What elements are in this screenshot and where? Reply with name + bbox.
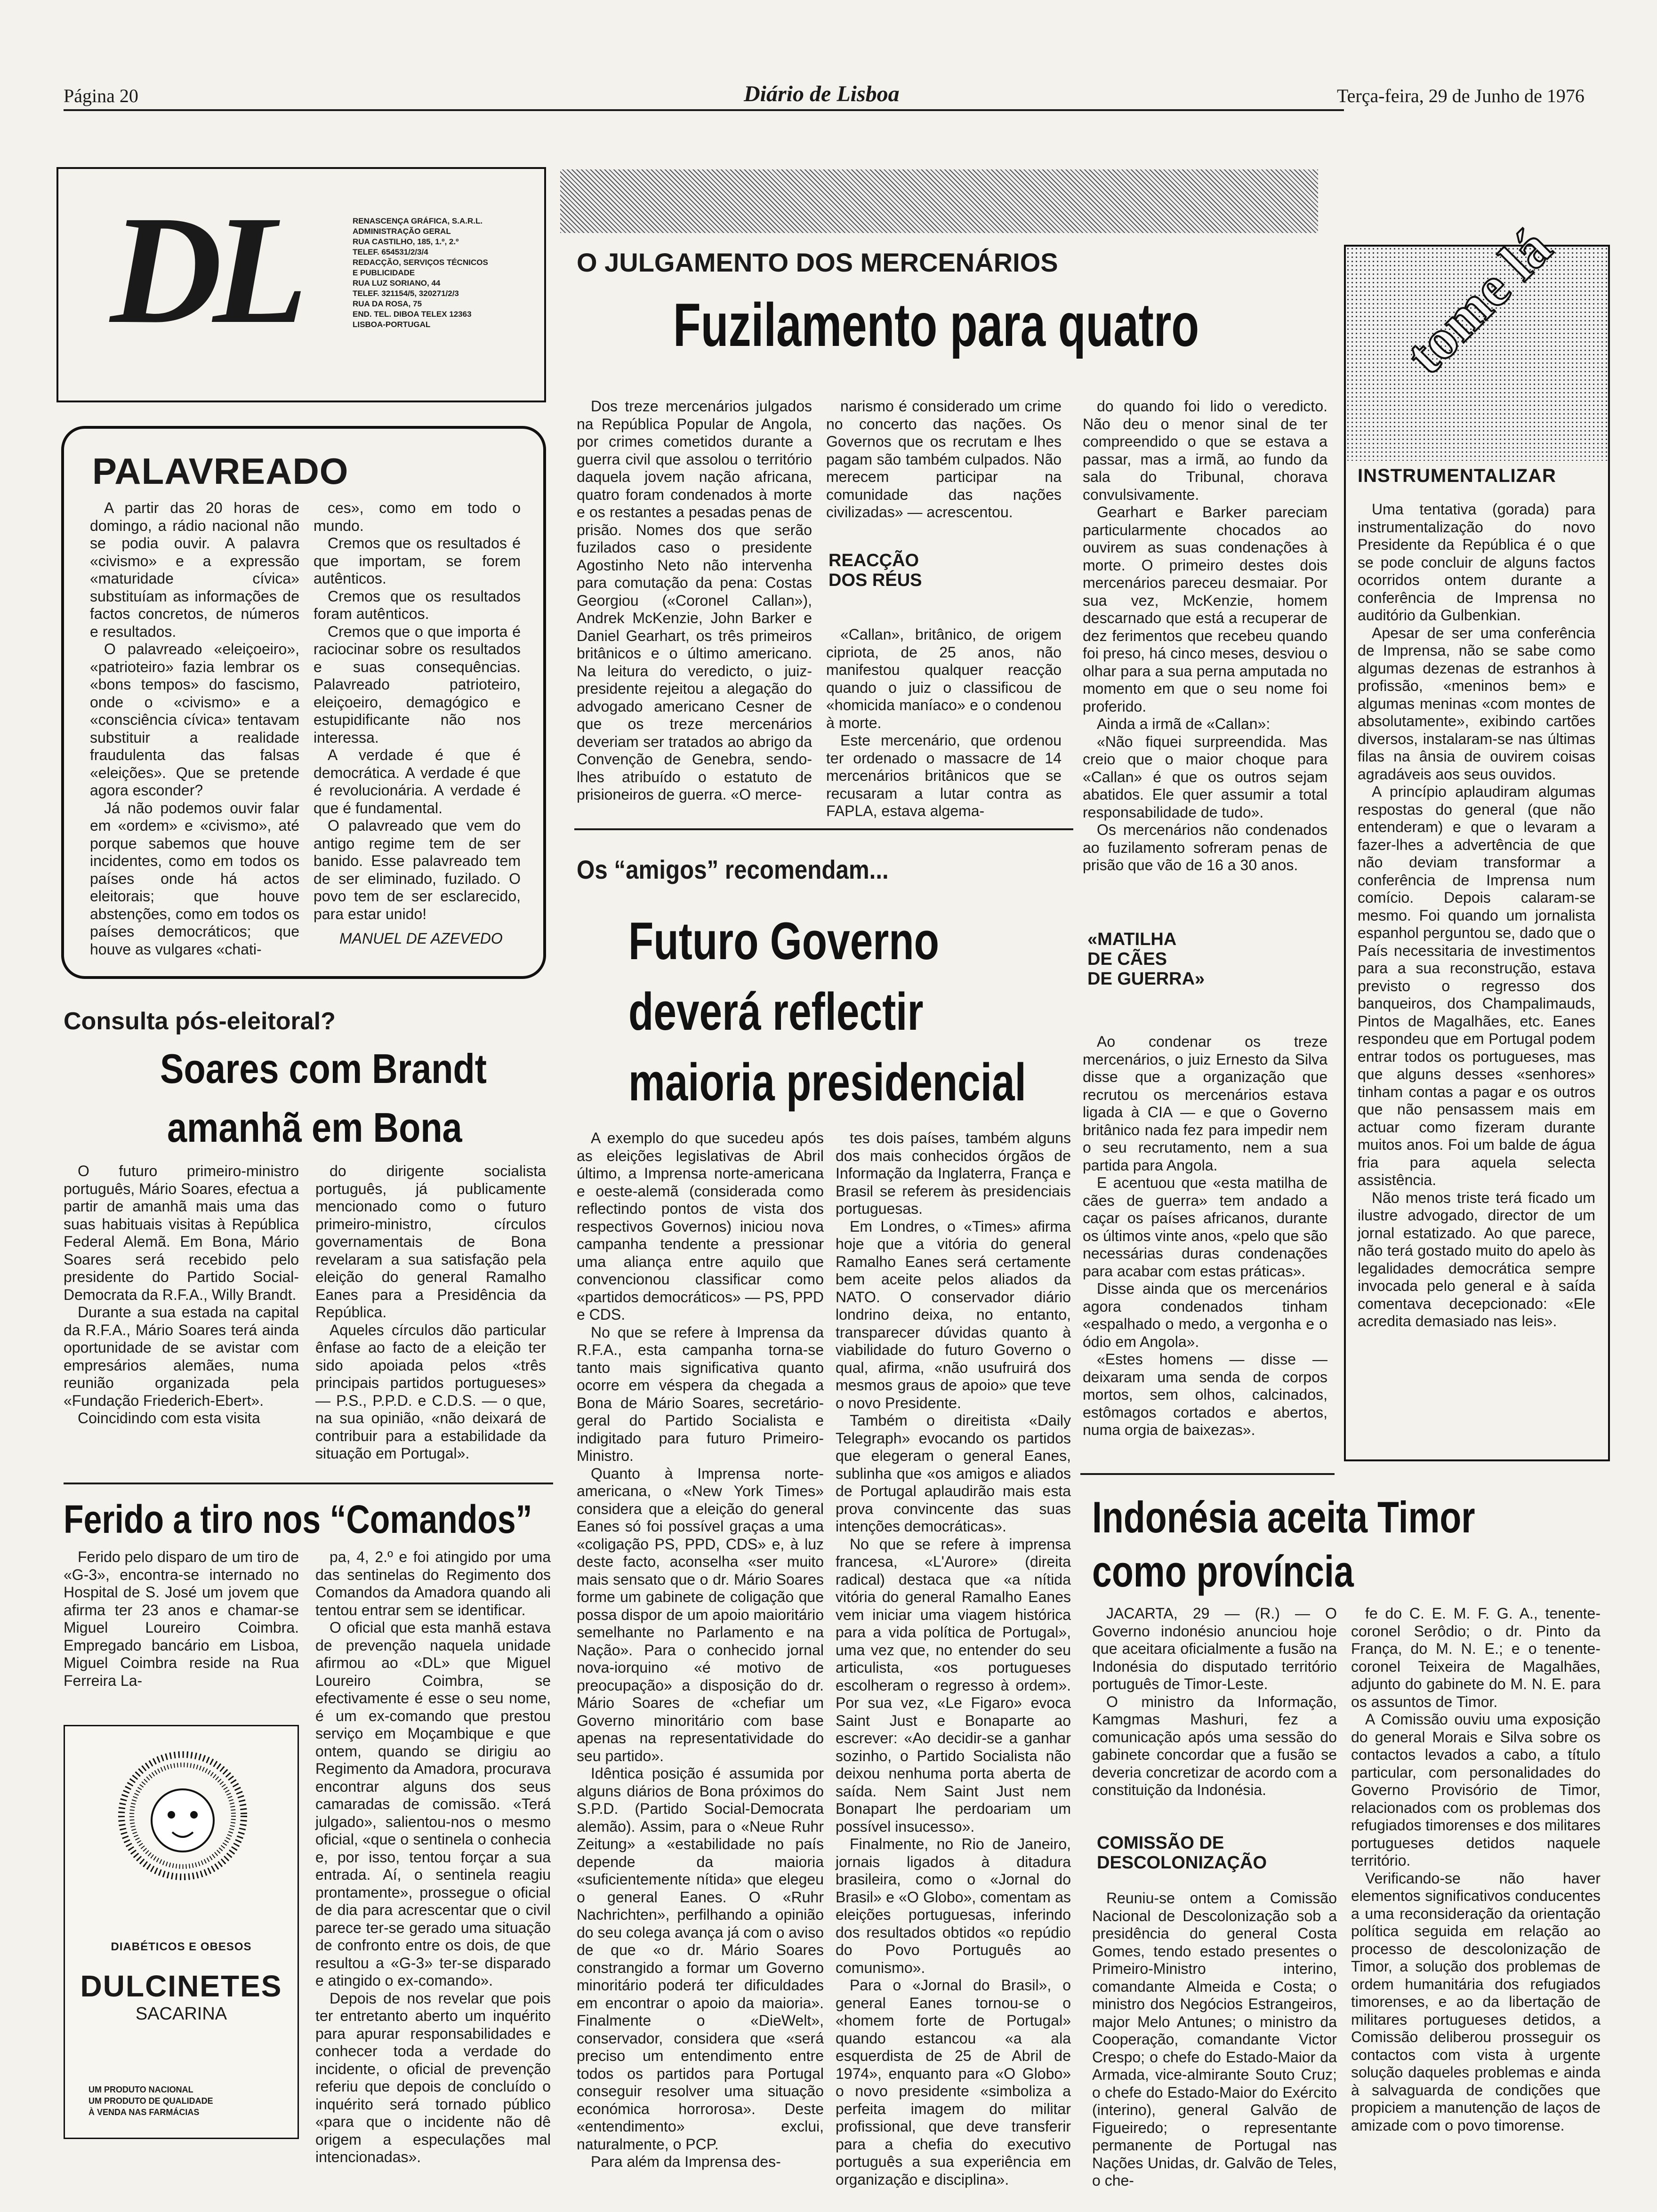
- julgamento-headline: Fuzilamento para quatro: [673, 290, 1199, 359]
- timor-col1: JACARTA, 29 — (R.) — O Governo indonésio anunciou hoje que aceitara oficialmente a fusão na Indonésia do disputado território português de Timor-Leste. O ministro da Informação, Kamgmas Mashuri, fez a comunicação após uma sessão do gabinete concordar que a fusão se deveria concretizar de acordo com a constituição da Indonésia.: [1092, 1605, 1337, 1798]
- issue-date: Terça-feira, 29 de Junho de 1976: [1337, 85, 1585, 106]
- governo-col1: A exemplo do que sucedeu após as eleições legislativas de Abril último, a Imprensa norte-americana e oeste-alemã (considerada como reflectindo pontos de vista dos respectivos Governos) iniciou nova campanha tendente a pressionar uma aliança entre aquilo que convencionou classificar como «partidos democráticos» — PS, PPD e CDS. No que se refere à Imprensa da R.F.A., esta campanha torna-se tanto mais significativa quanto ocorre em véspera da chegada a Bona de Mário Soares, secretário-geral do Partido Socialista e indigitado para futuro Primeiro-Ministro. Quanto à Imprensa norte-americana, o «New York Times» considera que a eleição do general Eanes só foi possível graças a uma «coligação PS, PPD, CDS» e, à luz deste facto, aconselha «ser muito mais sensato que o dr. Mário Soares forme um gabinete de coligação que possa dispor de um apoio maioritário semelhante no Parlamento e na Nação». Para o conhecido jornal nova-iorquino «é motivo de preocupação» a disposição do dr. Mário Soares de «chefiar um Governo minoritário com base apenas na representatividade do seu partido». Idêntica posição é assumida por alguns diários de Bona próximos do S.P.D. (Partido Social-Democrata alemão). Assim, para o «Neue Ruhr Zeitung» a «estabilidade no país depende da maioria «suficientemente nítida» que elegeu o general Eanes. O «Ruhr Nachrichten», perfilhando a opinião do seu colega avança já com o aviso de que «o dr. Mário Soares constrangido a formar um Governo minoritário poderá ter dificuldades em encontrar o apoio da maioria». Finalmente o «DieWelt», conservador, considera que «será preciso um entendimento entre todos os partidos para Portugal conseguir resolver uma situação económica horrorosa». Deste «entendimento» exclui, naturalmente, o PCP. Para além da Imprensa des-: [577, 1130, 824, 2170]
- julgamento-col3: do quando foi lido o veredicto. Não deu o menor sinal de ter compreendido o que se estava a passar, mas a irmã, ao fundo da sala do Tribunal, chorava convulsivamente. Gearhart e Barker pareciam particularmente chocados ao ouvirem as suas condenações à morte. O primeiro destes dois mercenários pareceu desmaiar. Por sua vez, McKenzie, homem descarnado que está a recuperar de dez ferimentos que recebeu quando foi preso, há cinco meses, desviou o olhar para a sua perna amputada no momento em que o seu nome foi proferido. Ainda a irmã de «Callan»: «Não fiquei surpreendida. Mas creio que o maior choque para «Callan» é que os outros sejam abatidos. Ele quer assumir a total responsabilidade de tudo». Os mercenários não condenados ao fuzilamento sofreram penas de prisão que vão de 16 a 30 anos.: [1083, 398, 1327, 874]
- ferido-col2: pa, 4, 2.º e foi atingido por uma das sentinelas do Regimento dos Comandos da Amadora quando ali tentou entrar sem se identificar. O oficial que esta manhã estava de prevenção naquela unidade afirmou ao «DL» que Miguel Loureiro Coimbra, se efectivamente é esse o seu nome, é um ex-comando que prestou serviço em Moçambique e que ontem, quando se dirigiu ao Regimento da Amadora, procurava encontrar alguns dos seus camaradas de comissão. «Terá julgado», salientou-nos o mesmo oficial, «que o sentinela o conhecia e, por isso, tentou forçar a sua entrada. Aí, o sentinela reagiu prontamente», prossegue o oficial de dia para acrescentar que o civil parece ter-se gerado uma situação de confronto entre os dois, de que resultou a «G-3» ter-se disparado e atingido o ex-comando». Depois de nos revelar que pois ter entretanto aberto um inquérito para apurar responsabilidades e conhecer toda a verdade do incidente, o oficial de prevenção referiu que depois de concluído o inquérito será tornado público «para que o incidente não dê origem a especulações mal intencionadas».: [315, 1548, 551, 2165]
- ad-brand: DULCINETES: [80, 1969, 282, 2003]
- dl-logo: DL: [110, 184, 298, 356]
- ferido-headline: Ferido a tiro nos “Comandos”: [64, 1497, 532, 1541]
- governo-headline-1: Futuro Governo: [628, 912, 940, 970]
- julgamento-col1: Dos treze mercenários julgados na República Popular de Angola, por crimes cometidos durante a guerra civil que assolou o território daquela jovem nação africana, quatro foram condenados à morte e os restantes a pesadas penas de prisão. Nomes dos que serão fuzilados caso o presidente Agostinho Neto não intervenha para comutação da pena: Costas Georgiou («Coronel Callan»), Andrek McKenzie, John Barker e Daniel Gearhart, os três primeiros britânicos e o último americano. Na leitura do veredicto, o juiz-presidente rejeitou a alegação do advogado americano Cesner de que os treze mercenários deveriam ser tratados ao abrigo da Convenção de Genebra, sendo-lhes atribuído o estatuto de prisioneiros de guerra. «O merce-: [577, 398, 812, 803]
- ad-face-illustration: [112, 1745, 253, 1886]
- palavreado-title: PALAVREADO: [92, 450, 349, 492]
- page-number: Página 20: [64, 85, 138, 106]
- timor-subhead: COMISSÃO DE DESCOLONIZAÇÃO: [1097, 1833, 1267, 1873]
- julgamento-hatch-banner: [560, 169, 1318, 233]
- julgamento-col3b: Ao condenar os treze mercenários, o juiz Ernesto da Silva disse que a organização que recrutou os mercenários estava ligada à CIA — e que o Governo britânico nada fez para impedir nem o seu recrutamento, nem a sua partida para Angola. E acentuou que «esta matilha de cães de guerra» tem andado a caçar os países africanos, durante os últimos vinte anos, «pelo que são necessárias duras condenações para acabar com estas práticas». Disse ainda que os mercenários agora condenados tinham «espalhado o medo, a vergonha e o ódio em Angola». «Estes homens — disse — deixaram uma senda de corpos mortos, sem olhos, calcinados, estômagos cortados e abertos, numa orgia de baixezas».: [1083, 1033, 1327, 1438]
- ferido-col1: Ferido pelo disparo de um tiro de «G-3», encontra-se internado no Hospital de S. José um jovem que afirma ter 23 anos e chamar-se Miguel Loureiro Coimbra. Empregado bancário em Lisboa, Miguel Coimbra reside na Rua Ferreira La-: [64, 1548, 299, 1689]
- timor-col2: fe do C. E. M. F. G. A., tenente-coronel Serôdio; o dr. Pinto da França, do M. N. E.; e o tenente-coronel Teixeira de Magalhães, adjunto do gabinete do M. N. E. para os assuntos de Timor. A Comissão ouviu uma exposição do general Morais e Silva sobre os contactos levados a cabo, a título particular, com personalidades do Governo Provisório de Timor, relacionados com os problemas dos refugiados timorenses e dos militares portugueses detidos naquele território. Verificando-se não haver elementos significativos conducentes a uma reconsideração da orientação política seguida em relação ao processo de descolonização de Timor, a solução dos problemas de ordem humanitária dos refugiados timorenses, e ao da libertação de militares portugueses detidos, a Comissão deliberou prosseguir os contactos com vista à urgente solução daqueles problemas e ainda à salvaguarda de condições que propiciem a manutenção de laços de amizade com o povo timorense.: [1351, 1605, 1601, 2134]
- soares-headline-1: Soares com Brandt: [160, 1045, 487, 1092]
- timor-headline-2: como província: [1092, 1547, 1354, 1596]
- governo-headline-3: maioria presidencial: [628, 1053, 1026, 1112]
- julgamento-col2a: narismo é considerado um crime no concerto das nações. Os Governos que os recrutam e lhes pagam são também culpados. Não merecem participar na comunidade das nações civilizadas» — acrescentou.: [826, 398, 1062, 521]
- soares-headline-2: amanhã em Bona: [167, 1104, 462, 1151]
- governo-headline-2: deverá reflectir: [628, 982, 924, 1041]
- tomela-stamp: tome lá: [1393, 216, 1563, 386]
- masthead: Diário de Lisboa: [744, 81, 900, 106]
- julgamento-col2b: «Callan», britânico, de origem cipriota, de 25 anos, não manifestou qualquer reacção quando o juiz o classificou de «homicida maníaco» e o condenou à morte. Este mercenário, que ordenou ter ordenado o massacre de 14 mercenários britânicos que se recusaram a lutar contra as FAPLA, estava algema-: [826, 626, 1062, 819]
- instrumentalizar-body: Uma tentativa (gorada) para instrumentalização do novo Presidente da República é o que se pode concluir de alguns factos ocorridos ontem durante a conferência de Imprensa no auditório da Gulbenkian. Apesar de ser uma conferência de Imprensa, não se sabe como algumas dezenas de estranhos à profissão, «meninos bem» e algumas meninas «com montes de absolutamente», exibindo cartões diversos, instalaram-se nas últimas filas na ânsia de ouvirem coisas agradáveis aos seus ouvidos. A princípio aplaudiram algumas respostas do general (que não entenderam) e que o levaram a fazer-lhes a advertência de que não deviam transformar a conferência de Imprensa num comício. Depois calaram-se mesmo. Foi quando um jornalista espanhol perguntou se, dado que o País necessitaria de investimentos para a sua reconstrução, estava previsto o regresso dos banqueiros, dos Champalimauds, Pintos de Magalhães, etc. Eanes respondeu que em Portugal podem entrar todos os portugueses, mas que alguns desses «senhores» tinham contas a pagar e os outros que não pensassem mais em actuar como fizeram durante muitos anos. Foi um balde de água fria para aquela selecta assistência. Não menos triste terá ficado um ilustre advogado, director de um jornal estatizado. Ao que parece, não terá gostado muito do apelo às legalidades democrática sempre invocada pelo general e à saída comentava decepcionado: «Ele acredita demasiado nas leis».: [1358, 501, 1595, 1330]
- soares-col2: do dirigente socialista português, já publicamente mencionado como o futuro primeiro-ministro, círculos governamentais de Bona revelaram a sua satisfação pela eleição do general Ramalho Eanes para a Presidência da República. Aqueles círculos dão particular ênfase ao facto de a eleição ter sido apoiada pelos «três principais partidos portugueses» — P.S., P.P.D. e C.D.S. — o que, na sua opinião, «não deixará de contribuir para a estabilidade da situação em Portugal».: [315, 1162, 546, 1462]
- timor-col1b: Reuniu-se ontem a Comissão Nacional de Descolonização sob a presidência do general Costa Gomes, tendo estado presentes o Primeiro-Ministro interino, comandante Almeida e Costa; o ministro dos Negócios Estrangeiros, major Melo Antunes; o ministro da Cooperação, comandante Victor Crespo; o chefe do Estado-Maior da Armada, vice-almirante Souto Cruz; o chefe do Estado-Maior do Exército (interino), general Galvão de Figueiredo; o representante permanente de Portugal nas Nações Unidas, dr. Galvão de Teles, o che-: [1092, 1890, 1337, 2189]
- palavreado-signature: MANUEL DE AZEVEDO: [339, 930, 503, 947]
- publisher-info: RENASCENÇA GRÁFICA, S.A.R.L. ADMINISTRAÇÃO GERAL RUA CASTILHO, 185, 1.º, 2.º TELEF. 654531/2/3/4 REDACÇÃO, SERVIÇOS TÉCNICOS E PUBLICIDADE RUA LUZ SORIANO, 44 TELEF. 321154/5, 320271/2/3 RUA DA ROSA, 75 END. TEL. DIBOA TELEX 12363 LISBOA-PORTUGAL: [353, 216, 488, 329]
- governo-kicker: Os “amigos” recomendam...: [577, 855, 889, 884]
- ad-top-text: DIABÉTICOS E OBESOS: [111, 1940, 252, 1953]
- dulcinetes-ad: [64, 1725, 299, 2139]
- palavreado-col1: A partir das 20 horas de domingo, a rádio nacional não se podia ouvir. A palavra «civismo» e a expressão «maturidade cívica» substituíam as informações de factos concretos, de números e resultados. O palavreado «eleiçoeiro», «patrioteiro» fazia lembrar os «bons tempos» do fascismo, onde o «civismo» e a «consciência cívica» tentavam substituir a realidade fraudulenta das falsas «eleições». Que se pretende agora esconder? Já não podemos ouvir falar em «ordem» e «civismo», até porque sabemos que houve incidentes, como em todos os países onde há actos eleitorais; que houve abstenções, como em todos os países democráticos; que houve as vulgares «chati-: [90, 499, 299, 958]
- header-rule: [64, 109, 1344, 111]
- julgamento-subhead-matilha: «MATILHA DE CÃES DE GUERRA»: [1087, 930, 1205, 989]
- palavreado-col2: ces», como em todo o mundo. Cremos que os resultados é que importam, se forem autênticos. Cremos que os resultados foram autênticos. Cremos que o que importa é raciocinar sobre os resultados e suas consequências. Palavreado patrioteiro, eleiçoeiro, demagógico e estupidificante não nos interessa. A verdade é que é democrática. A verdade é que é revolucionária. A verdade é que é fundamental. O palavreado que vem do antigo regime tem de ser banido. Esse palavreado tem de ser eliminado, fuzilado. O povo tem de ser esclarecido, para estar unido!: [314, 499, 521, 922]
- ad-footer: UM PRODUTO NACIONAL UM PRODUTO DE QUALIDADE À VENDA NAS FARMÁCIAS: [88, 2085, 213, 2117]
- julgamento-subhead-reaccao: REACÇÃO DOS RÉUS: [828, 551, 922, 590]
- soares-kicker: Consulta pós-eleitoral?: [64, 1008, 336, 1035]
- soares-rule: [64, 1483, 553, 1484]
- logo-box: [56, 167, 546, 402]
- julgamento-rule: [574, 828, 1073, 830]
- julgamento-rule-right: [1080, 1473, 1335, 1475]
- soares-col1: O futuro primeiro-ministro português, Mário Soares, efectua a partir de amanhã mais uma das suas habituais visitas à República Federal Alemã. Em Bona, Mário Soares será recebido pelo presidente do Partido Social-Democrata da R.F.A., Willy Brandt. Durante a sua estada na capital da R.F.A., Mário Soares terá ainda oportunidade de se avistar com empresários alemães, numa reunião organizada pela «Fundação Friederich-Ebert». Coincidindo com esta visita: [64, 1162, 299, 1427]
- palavreado-box: [61, 426, 546, 979]
- timor-headline-1: Indonésia aceita Timor: [1092, 1492, 1475, 1542]
- instrumentalizar-title: INSTRUMENTALIZAR: [1358, 465, 1556, 486]
- governo-col2: tes dois países, também alguns dos mais conhecidos órgãos de Informação da Inglaterra, França e Brasil se referem às presidenciais portuguesas. Em Londres, o «Times» afirma hoje que a vitória do general Ramalho Eanes será certamente bem aceite pelos aliados da NATO. O conservador diário londrino deixa, no entanto, transparecer dúvidas quanto à viabilidade do futuro Governo o qual, afirma, «não usufruirá dos mesmos graus de apoio» que teve o novo Presidente. Também o direitista «Daily Telegraph» evocando os partidos que elegeram o general Eanes, sublinha que «os amigos e aliados de Portugal aplaudirão mais esta prova convincente das suas intenções democráticas». No que se refere à imprensa francesa, «L'Aurore» (direita radical) destaca que «a nítida vitória do general Ramalho Eanes vem iniciar uma viagem histórica para a vida política de Portugal», uma vez que, no entender do seu articulista, «os portugueses escolheram o regresso à ordem». Por sua vez, «Le Figaro» evoca Saint Just e Bonaparte ao escrever: «Ao decidir-se a ganhar sozinho, o Partido Socialista não deixou nenhuma porta aberta de saída. Nem Saint Just nem Bonapart lhe perdoariam um possível insucesso». Finalmente, no Rio de Janeiro, jornais ligados à ditadura brasileira, como o «Jornal do Brasil» e «O Globo», comentam as eleições portuguesas, inferindo dos resultados obtidos «o repúdio do Povo Português ao comunismo». Para o «Jornal do Brasil», o general Eanes tornou-se o «homem forte de Portugal» quando estancou «a ala esquerdista de 25 de Abril de 1974», enquanto para «O Globo» o novo presidente «simboliza a perfeita imagem do militar profissional, que deve transferir para a chefia do executivo português a sua experiência em organização e disciplina».: [836, 1130, 1071, 2188]
- julgamento-kicker: O JULGAMENTO DOS MERCENÁRIOS: [577, 248, 1058, 277]
- tomela-box: [1344, 216, 1610, 1461]
- ad-product: SACARINA: [135, 2004, 227, 2024]
